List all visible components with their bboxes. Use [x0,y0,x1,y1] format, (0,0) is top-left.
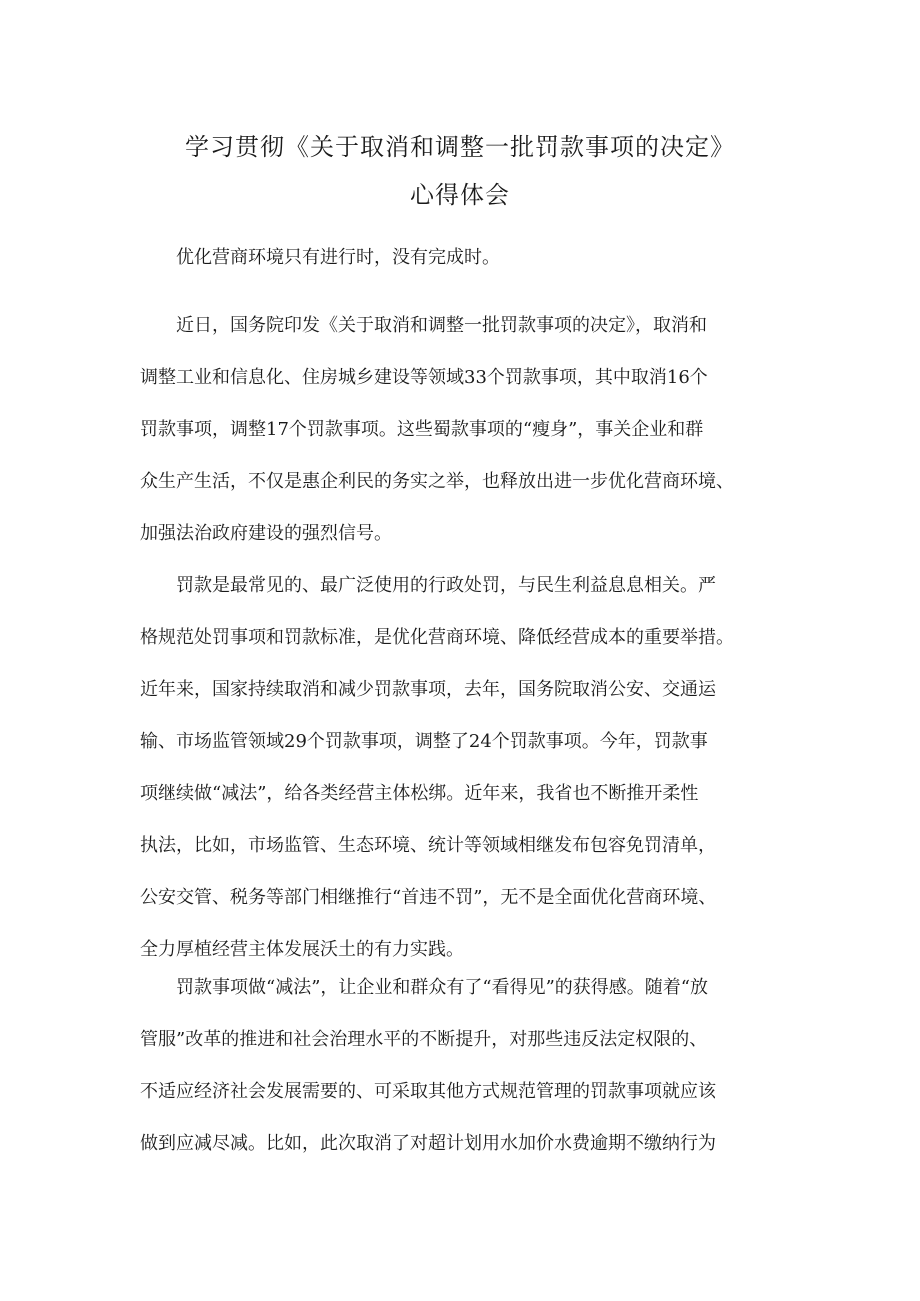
paragraph-3 [140,560,800,976]
paragraph-4 [140,962,800,1170]
paragraph-line: 加强法治政府建设的强烈信号。 [140,523,392,544]
paragraph-1 [140,232,800,284]
paragraph-line: 项继续做“减法”，给各类经营主体松绑。近年来，我省也不断推开柔性 [140,783,699,804]
paragraph-line: 执法，比如，市场监管、生态环境、统计等领域相继发布包容免罚清单， [140,835,716,856]
paragraph-line: 全力厚植经营主体发展沃土的有力实践。 [140,939,464,960]
paragraph-line: 格规范处罚事项和罚款标准，是优化营商环境、降低经营成本的重要举措。 [140,627,734,648]
document-subtitle: 心得体会 [410,181,510,209]
document-title: 学习贯彻《关于取消和调整一批罚款事项的决定》 [185,133,735,161]
paragraph-line: 做到应减尽减。比如，此次取消了对超计划用水加价水费逾期不缴纳行为 [140,1133,716,1154]
paragraph-line: 罚款事项做“减法”，让企业和群众有了“看得见”的获得感。随着“放 [140,977,709,998]
paragraph-line: 罚款事项，调整17个罚款事项。这些蜀款事项的“瘦身”，事关企业和群 [140,419,704,440]
paragraph-line: 优化营商环境只有进行时，没有完成时。 [140,247,500,268]
paragraph-line: 输、市场监管领域29个罚款事项，调整了24个罚款事项。今年，罚款事 [140,731,708,752]
paragraph-line: 不适应经济社会发展需要的、可采取其他方式规范管理的罚款事项就应该 [140,1081,716,1102]
paragraph-2 [140,300,800,560]
paragraph-line: 近日，国务院印发《关于取消和调整一批罚款事项的决定》，取消和 [140,315,707,336]
paragraph-line: 管服”改革的推进和社会治理水平的不断提升，对那些违反法定权限的、 [140,1029,708,1050]
paragraph-line: 罚款是最常见的、最广泛使用的行政处罚，与民生利益息息相关。严 [140,575,716,596]
paragraph-line: 调整工业和信息化、住房城乡建设等领域33个罚款事项，其中取消16个 [140,367,708,388]
paragraph-line: 近年来，国家持续取消和减少罚款事项，去年，国务院取消公安、交通运 [140,679,716,700]
paragraph-line: 公安交管、税务等部门相继推行“首违不罚”，无不是全面优化营商环境、 [140,887,717,908]
paragraph-line: 众生产生活，不仅是惠企利民的务实之举，也释放出进一步优化营商环境、 [140,471,734,492]
